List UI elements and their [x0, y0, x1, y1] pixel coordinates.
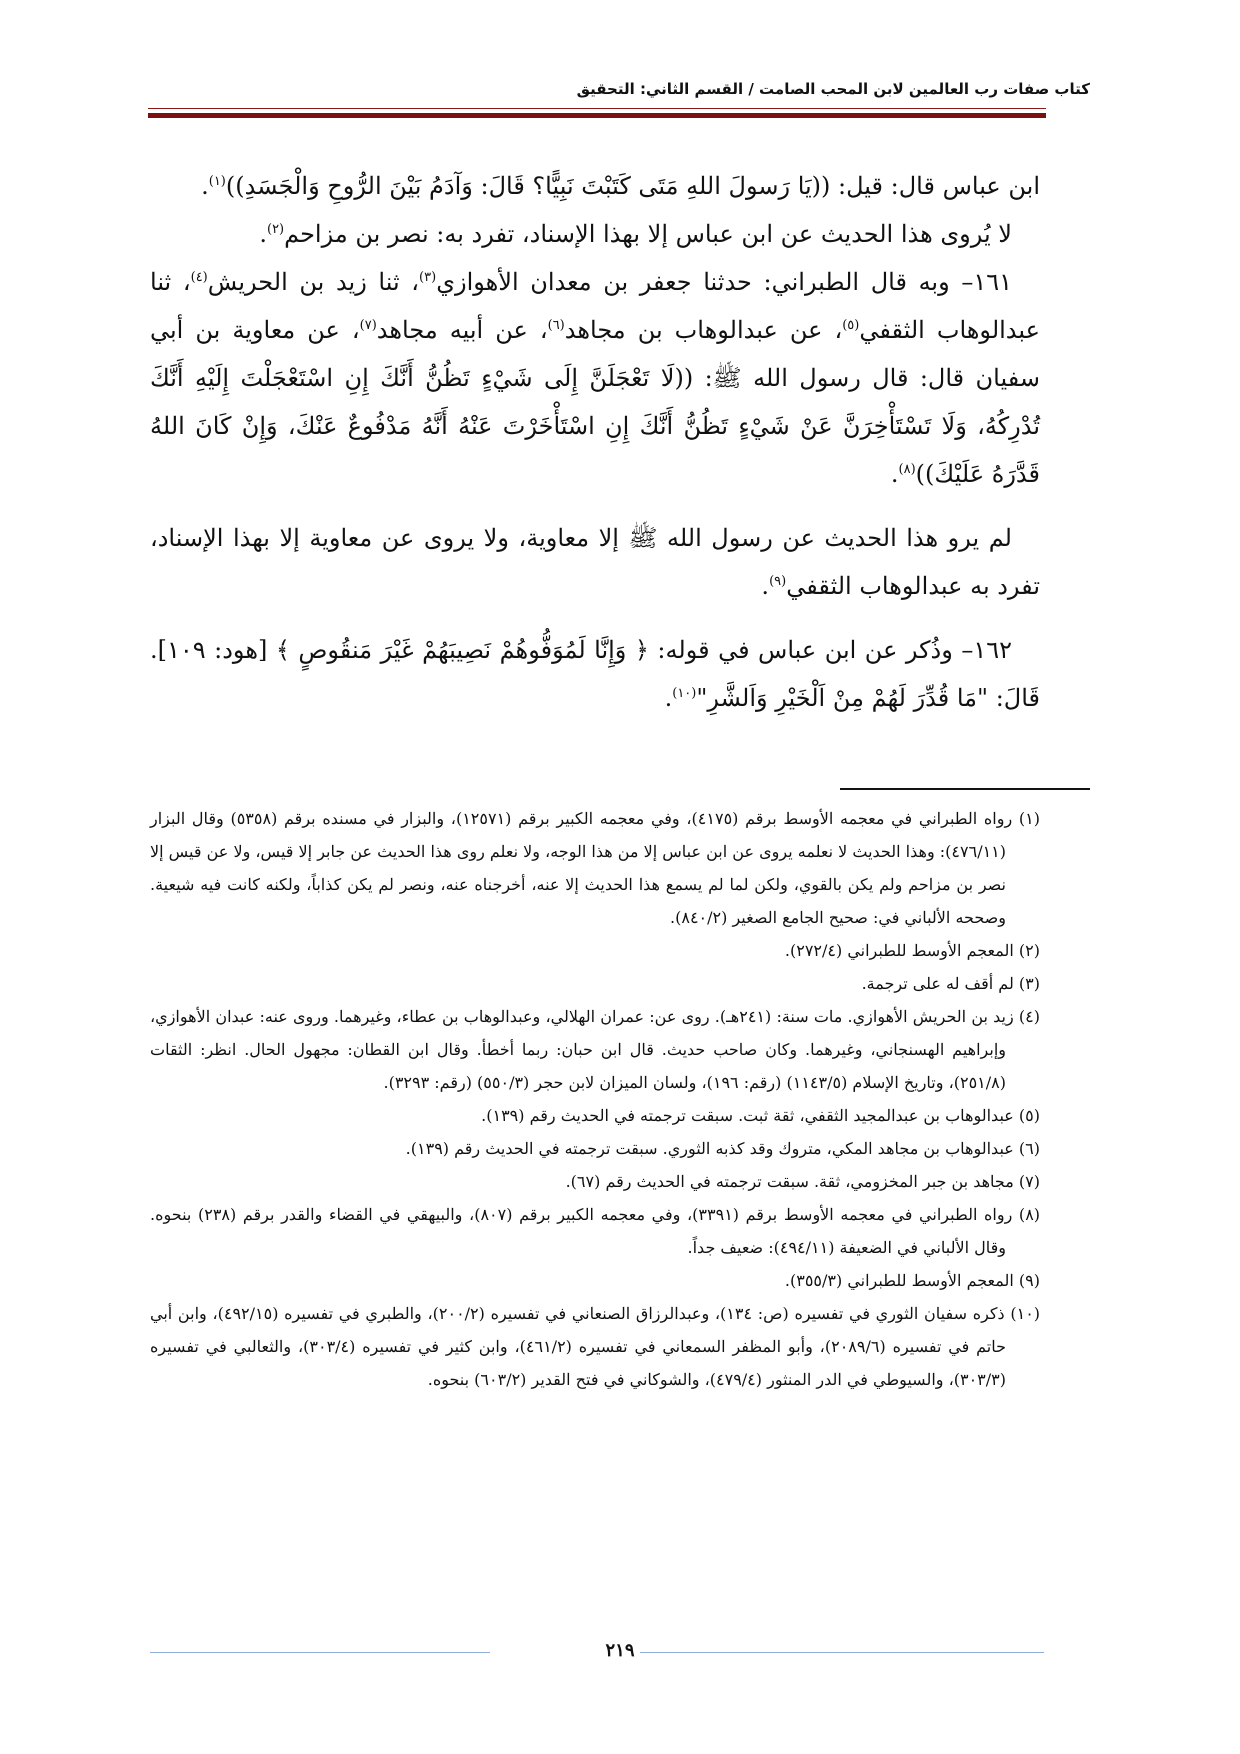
paragraph-1-text: ابن عباس قال: قيل: ((يَا رَسولَ اللهِ مَتَى كَتَبْتَ نَبِيًّا؟ قَالَ: وَآدَمُ بَيْنَ الرُّوحِ وَالْجَسَدِ)) [225, 172, 1040, 200]
paragraph-1 [150, 162, 1040, 210]
page-number: ٢١٩ [605, 1640, 635, 1661]
footnote-6: (٦) عبدالوهاب بن مجاهد المكي، متروك وقد كذبه الثوري. سبقت ترجمته في الحديث رقم (١٣٩). [405, 1139, 1040, 1158]
footnote-8: (٨) رواه الطبراني في معجمه الأوسط برقم (٣٣٩١)، وفي معجمه الكبير برقم (٨٠٧)، والبيهقي في القضاء والقدر برقم (٢٣٨) بنحوه. وقال الألباني في الضعيفة (٤٩٤/١١): ضعيف جداً. [150, 1205, 1041, 1257]
footnote-ref-1: (١) [208, 174, 226, 189]
footnote-ref-2: (٢) [266, 222, 285, 237]
paragraph-4-text: لم يرو هذا الحديث عن رسول الله ﷺ إلا معاوية، ولا يروى عن معاوية إلا بهذا الإسناد، تفرد به عبدالوهاب الثقفي [150, 524, 1040, 600]
footnote-10: (١٠) ذكره سفيان الثوري في تفسيره (ص: ١٣٤)، وعبدالرزاق الصنعاني في تفسيره (٢٠٠/٢)، والطبري في تفسيره (٤٩٢/١٥)، وابن أبي حاتم في تفسيره (٢٠٨٩/٦)، وأبو المظفر السمعاني في تفسيره (٤٦١/٢)، وابن كثير في تفسيره (٣٠٣/٤)، والثعالبي في تفسيره (٣٠٣/٣)، والسيوطي في الدر المنثور (٤٧٩/٤)، والشوكاني في فتح القدير (٦٠٣/٢) بنحوه. [150, 1304, 1041, 1389]
footnotes [150, 802, 1040, 1396]
footnote-4: (٤) زيد بن الحريش الأهوازي. مات سنة: (٢٤١هـ). روى عن: عمران الهلالي، وعبدالوهاب بن عطاء، وغيرهما. وروى عنه: عبدان الأهوازي، وإبراهيم الهسنجاني، وغيرهما. وكان صاحب حديث. قال ابن حبان: ربما أخطأ. وقال ابن القطان: مجهول الحال. انظر: الثقات (٢٥١/٨)، وتاريخ الإسلام (١١٤٣/٥) (رقم: ١٩٦)، ولسان الميزان لابن حجر (٥٥٠/٣) (رقم: ٣٢٩٣). [150, 1007, 1041, 1092]
footnote-9: (٩) المعجم الأوسط للطبراني (٣٥٥/٣). [784, 1271, 1040, 1290]
footnote-ref-3: (٣) [419, 270, 437, 285]
hadith-162-text: ١٦٢– وذُكر عن ابن عباس في قوله: ﴿ وَإِنَّا لَمُوَفُّوهُمْ نَصِيبَهُمْ غَيْرَ مَنقُوصٍ ﴾ [هود: ١٠٩]. قَالَ: "مَا قُدِّرَ لَهُمْ مِنْ اَلْخَيْرِ وَاَلشَّرِ" [150, 636, 1040, 712]
paragraph-4-end: . [761, 572, 770, 600]
hadith-161-text-f: ، عن معاوية بن أبي سفيان قال: قال رسول الله ﷺ: ((لَا تَعْجَلَنَّ إِلَى شَيْءٍ تَظُنُّ أَنَّكَ إِنِ اسْتَعْجَلْتَ إِلَيْهِ أَنَّكَ تُدْرِكُهُ، وَلَا تَسْتَأْخِرَنَّ عَنْ شَيْءٍ تَظُنُّ أَنَّكَ إِنِ اسْتَأْخَرْتَ عَنْهُ أَنَّهُ مَدْفُوعٌ عَنْكَ، وَإِنْ كَانَ اللهُ قَدَّرَهُ عَلَيْكَ)) [150, 316, 1040, 488]
footnote-3: (٣) لم أقف له على ترجمة. [861, 974, 1040, 993]
paragraph-1-end: . [201, 172, 209, 200]
footnote-ref-4: (٤) [190, 270, 208, 285]
hadith-161-text-e: ، عن أبيه مجاهد [376, 316, 548, 344]
hadith-161-end: . [890, 460, 899, 488]
hadith-161-text-d: ، عن عبدالوهاب بن مجاهد [564, 316, 843, 344]
footnote-ref-7: (٧) [359, 318, 377, 333]
footnote-2: (٢) المعجم الأوسط للطبراني (٢٧٢/٤). [784, 941, 1040, 960]
hadith-162-end: . [664, 684, 673, 712]
paragraph-2 [150, 210, 1040, 258]
header-rule-thick [148, 113, 1046, 118]
hadith-161-text-b: ، ثنا زيد بن الحريش [207, 268, 420, 296]
footnote-5: (٥) عبدالوهاب بن عبدالمجيد الثقفي، ثقة ثبت. سبقت ترجمته في الحديث رقم (١٣٩). [481, 1106, 1040, 1125]
footnote-ref-5: (٥) [842, 318, 860, 333]
footnote-ref-6: (٦) [547, 318, 565, 333]
footnote-ref-8: (٨) [898, 462, 916, 477]
footnote-ref-9: (٩) [769, 574, 787, 589]
paragraph-4 [150, 514, 1040, 610]
header-rule-thin [148, 108, 1046, 109]
hadith-161-text-a: ١٦١– وبه قال الطبراني: حدثنا جعفر بن معدان الأهوازي [436, 268, 1013, 296]
main-text [150, 162, 1040, 722]
footnote-1: (١) رواه الطبراني في معجمه الأوسط برقم (٤١٧٥)، وفي معجمه الكبير برقم (١٢٥٧١)، والبزار في مسنده برقم (٥٣٥٨) وقال البزار (٤٧٦/١١): وهذا الحديث لا نعلمه يروى عن ابن عباس إلا من هذا الوجه، ولا نعلم روى هذا الحديث عن جابر إلا قيس، ولا عن قيس إلا نصر بن مزاحم ولم يكن بالقوي، ولكن لما لم يسمع هذا الحديث إلا عنه، أخرجناه عنه، ونصر لم يكن كذاباً، ولكنه كانت فيه شيعية. وصححه الألباني في: صحيح الجامع الصغير (٨٤٠/٢). [150, 809, 1041, 927]
footnote-7: (٧) مجاهد بن جبر المخزومي، ثقة. سبقت ترجمته في الحديث رقم (٦٧). [565, 1172, 1040, 1191]
paragraph-hadith-161 [150, 258, 1040, 498]
hadith-161-text-c: ، ثنا عبدالوهاب الثقفي [150, 268, 1040, 344]
paragraph-2-end: . [259, 220, 267, 248]
paragraph-hadith-162 [150, 626, 1040, 722]
footnote-separator [840, 788, 1090, 790]
running-header-title: كتاب صفات رب العالمين لابن المحب الصامت / القسم الثاني: التحقيق [576, 80, 1090, 98]
paragraph-2-text: لا يُروى هذا الحديث عن ابن عباس إلا بهذا الإسناد، تفرد به: نصر بن مزاحم [284, 220, 1012, 248]
footnote-ref-10: (١٠) [672, 686, 697, 701]
